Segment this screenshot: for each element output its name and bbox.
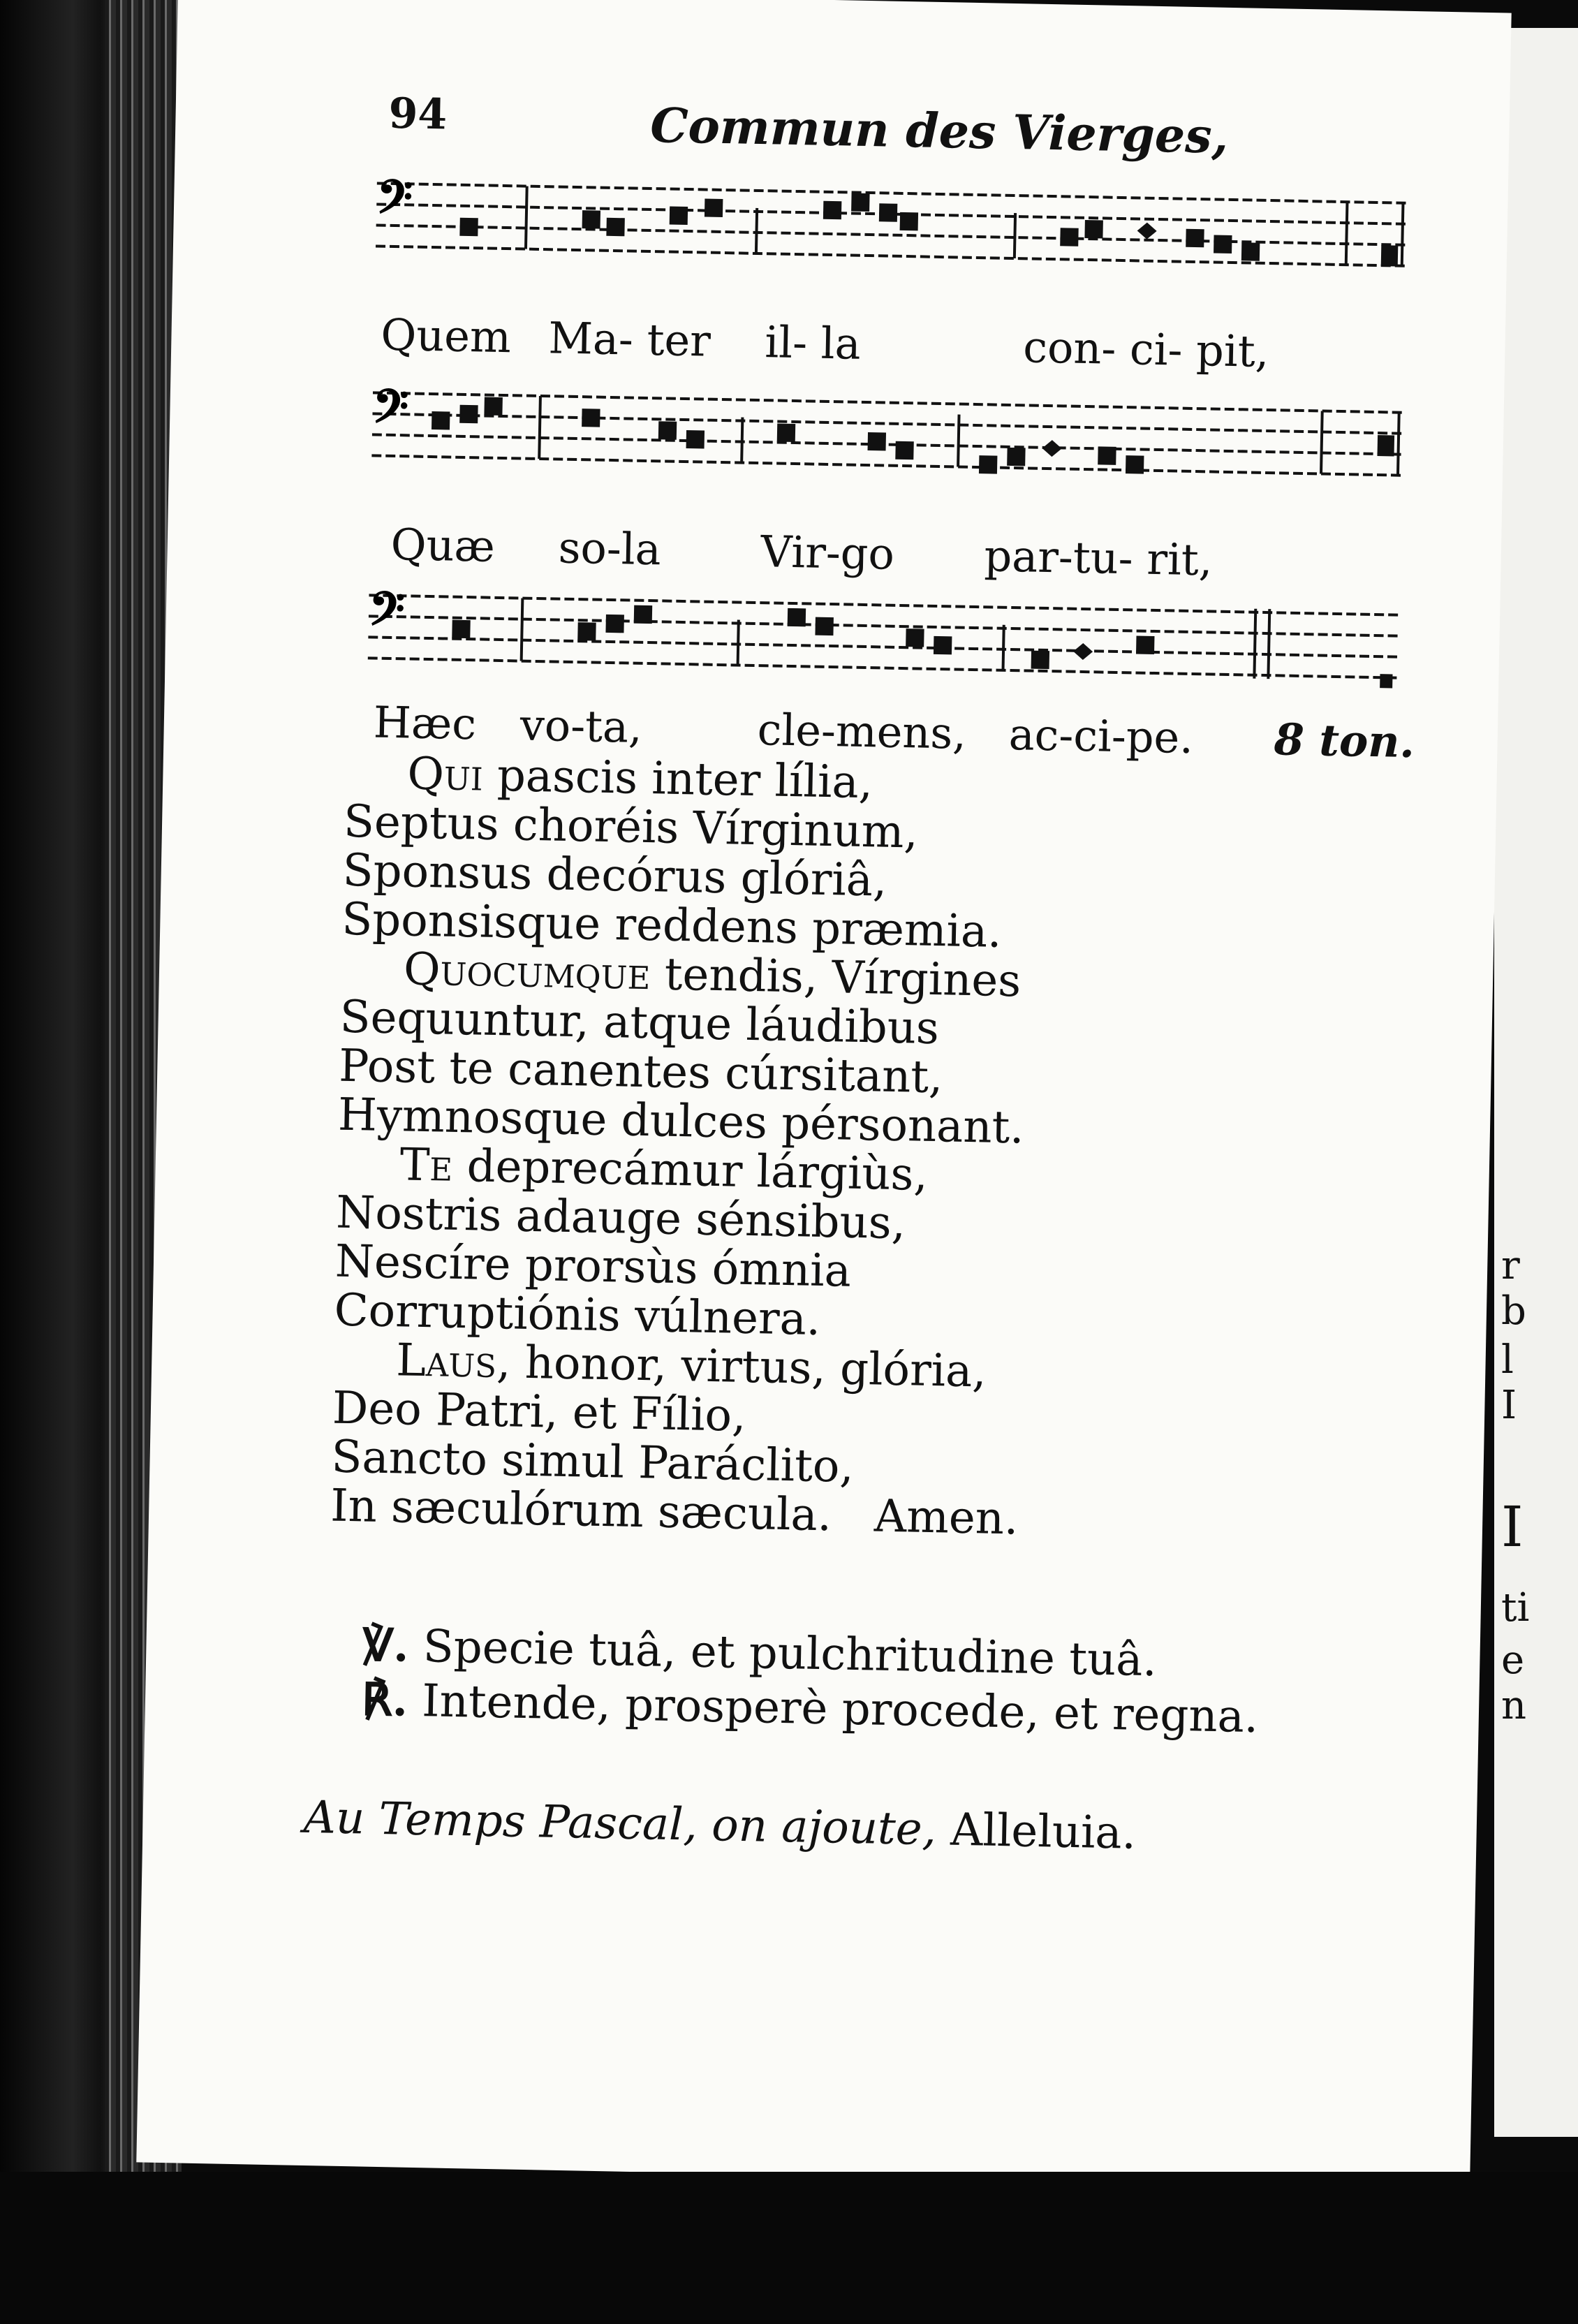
- svg-text:𝄢: 𝄢: [376, 172, 413, 236]
- versicle-line: ℣. Specie tuâ, et pulchritudine tuâ.: [362, 1619, 1158, 1687]
- stanza-3-line-3: Nescíre prorsùs ómnia: [334, 1235, 852, 1297]
- versicle-response: [361, 1618, 1260, 1744]
- chant-staff-2: [371, 382, 1406, 485]
- syllable: par-tu- rit,: [983, 530, 1214, 586]
- stanza-1-line-3: Sponsus decórus glóriâ,: [342, 844, 887, 907]
- running-title: Commun des Vierges,: [649, 97, 1229, 165]
- facing-page-fragment: b: [1501, 1288, 1526, 1334]
- stanza-1-line-4: Sponsisque reddens præmia.: [341, 893, 1003, 958]
- lyrics-line-1: [374, 309, 1422, 385]
- facing-page-fragment: l: [1501, 1337, 1514, 1383]
- syllable: cle-mens,: [757, 704, 967, 759]
- syllable: ac-ci-pe.: [1008, 708, 1194, 764]
- stanza-1-line-2: Septus choréis Vírginum,: [343, 795, 919, 859]
- stanza-2-line-3: Post te canentes cúrsitant,: [338, 1040, 944, 1104]
- stanza-4-line-3: Sancto simul Paráclito,: [331, 1431, 855, 1493]
- syllable: Quæ: [390, 518, 496, 572]
- svg-text:𝄢: 𝄢: [367, 584, 406, 648]
- stanza-4-line-1: Laus, honor, virtus, glória,: [395, 1334, 987, 1398]
- facing-page-fragment: I: [1501, 1383, 1517, 1428]
- lyrics-line-2: [369, 518, 1417, 594]
- syllable: Quem: [380, 309, 512, 363]
- response-symbol: ℟.: [361, 1673, 408, 1727]
- facing-page-fragment: ti: [1501, 1585, 1530, 1631]
- rubric-italic: Au Temps Pascal, on ajoute,: [303, 1791, 937, 1856]
- chant-staff-1: [376, 172, 1410, 276]
- syllable: vo-ta,: [519, 699, 643, 753]
- facing-page-fragment: I: [1501, 1494, 1524, 1559]
- stanza-4-line-4: In sæculórum sæcula. Amen.: [330, 1480, 1019, 1545]
- syllable: il- la: [764, 316, 862, 369]
- facing-page-fragment: e: [1501, 1638, 1525, 1683]
- facing-page: [1494, 28, 1578, 2137]
- stanza-2-line-4: Hymnosque dulces pérsonant.: [337, 1089, 1025, 1154]
- chant-staff-3: [367, 584, 1402, 688]
- syllable: con- ci- pit,: [1022, 321, 1270, 378]
- syllable: so-la: [558, 522, 662, 575]
- facing-page-fragment: r: [1501, 1243, 1520, 1288]
- response-line: ℟. Intende, prosperè procede, et regna.: [361, 1673, 1259, 1744]
- stanza-2-line-1: Quocumque tendis, Vírgines: [403, 943, 1022, 1008]
- stanza-1-line-1: Qui pascis inter lília,: [406, 748, 873, 809]
- stanza-2-line-2: Sequuntur, atque láudibus: [339, 991, 940, 1055]
- versicle-symbol: ℣.: [362, 1619, 410, 1672]
- stanza-3-line-1: Te deprecámur lárgiùs,: [399, 1139, 929, 1201]
- stanza-3-line-4: Corruptiónis vúlnera.: [334, 1284, 821, 1346]
- svg-text:𝄢: 𝄢: [371, 382, 409, 446]
- stanza-3-line-2: Nostris adauge sénsibus,: [335, 1186, 906, 1250]
- facing-page-fragment: n: [1501, 1683, 1527, 1728]
- syllable: Hæc: [373, 696, 477, 750]
- hymn-text: [330, 749, 1392, 1551]
- scan-background: [0, 2172, 1578, 2324]
- psalm-tone: 8 ton.: [1273, 714, 1415, 768]
- stanza-4-line-2: Deo Patri, et Fílio,: [332, 1382, 747, 1442]
- syllable: Ma- ter: [547, 312, 711, 367]
- syllable: Vir-go: [760, 526, 895, 580]
- book-page: [136, 0, 1511, 2188]
- page-number: 94: [388, 89, 448, 140]
- rubric: Au Temps Pascal, on ajoute, Alleluia.: [303, 1791, 1137, 1860]
